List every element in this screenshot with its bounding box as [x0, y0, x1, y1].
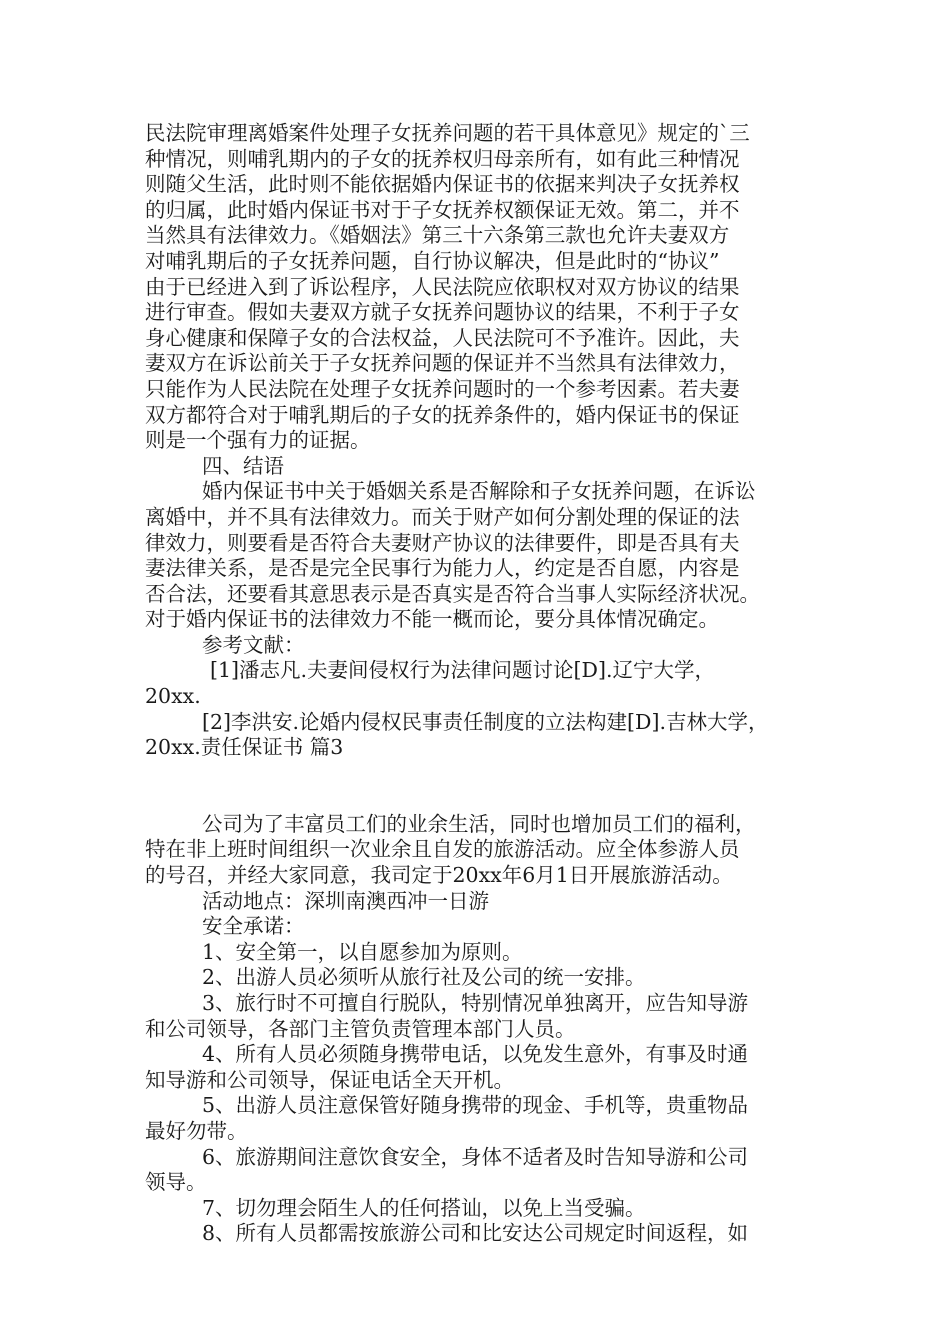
section-heading-conclusion: 四、结语 — [202, 453, 284, 478]
safety-heading: 安全承诺： — [202, 914, 305, 939]
paragraph-line: 则是一个强有力的证据。 — [145, 428, 371, 453]
paragraph-line: 民法院审理离婚案件处理子女抚养问题的若干具体意见》规定的`三 — [145, 121, 750, 145]
paragraph-line: 身心健康和保障子女的合法权益，人民法院可不予准许。因此，夫 — [145, 325, 740, 350]
paragraph-line: 离婚中，并不具有法律效力。而关于财产如何分割处理的保证的法 — [145, 504, 740, 529]
list-item: 5、出游人员注意保管好随身携带的现金、手机等，贵重物品 — [202, 1093, 749, 1118]
list-item: 8、所有人员都需按旅游公司和比安达公司规定时间返程，如 — [202, 1221, 749, 1246]
activity-location: 活动地点：深圳南澳西冲一日游 — [202, 888, 489, 913]
list-item-continued: 知导游和公司领导，保证电话全天开机。 — [145, 1067, 514, 1092]
list-item: 2、出游人员必须听从旅行社及公司的统一安排。 — [202, 965, 646, 990]
paragraph-line: 当然具有法律效力。《婚姻法》第三十六条第三款也允许夫妻双方 — [145, 223, 730, 248]
paragraph-line: 的归属，此时婚内保证书对于子女抚养权额保证无效。第二，并不 — [145, 197, 740, 222]
paragraph-line: 公司为了丰富员工们的业余生活，同时也增加员工们的福利， — [202, 811, 756, 836]
paragraph-line: 双方都符合对于哺乳期后的子女的抚养条件的，婚内保证书的保证 — [145, 402, 740, 427]
paragraph-line: 律效力，则要看是否符合夫妻财产协议的法律要件，即是否具有夫 — [145, 530, 740, 555]
paragraph-line: 对哺乳期后的子女抚养问题，自行协议解决，但是此时的“协议” — [145, 248, 720, 273]
reference-item-continued: 20xx.责任保证书 篇3 — [145, 735, 344, 760]
paragraph-line: 特在非上班时间组织一次业余且自发的旅游活动。应全体参游人员 — [145, 837, 740, 862]
section-spacer — [145, 761, 835, 812]
paragraph-line: 婚内保证书中关于婚姻关系是否解除和子女抚养问题，在诉讼 — [202, 479, 756, 504]
references-heading: 参考文献： — [202, 632, 305, 657]
list-item-continued: 和公司领导，各部门主管负责管理本部门人员。 — [145, 1016, 576, 1041]
list-item: 1、安全第一，以自愿参加为原则。 — [202, 939, 523, 964]
reference-item: [2]李洪安.论婚内侵权民事责任制度的立法构建[D].吉林大学， — [202, 709, 769, 734]
list-item: 3、旅行时不可擅自行脱队，特别情况单独离开，应告知导游 — [202, 991, 749, 1015]
paragraph-line: 种情况，则哺乳期内的子女的抚养权归母亲所有，如有此三种情况 — [145, 146, 740, 171]
list-item-continued: 最好勿带。 — [145, 1118, 248, 1143]
list-item: 7、切勿理会陌生人的任何搭讪，以免上当受骗。 — [202, 1195, 646, 1220]
paragraph-line: 妻双方在诉讼前关于子女抚养问题的保证并不当然具有法律效力， — [145, 351, 740, 376]
paragraph-line: 由于已经进入到了诉讼程序，人民法院应依职权对双方协议的结果 — [145, 274, 740, 299]
paragraph-line: 妻法律关系，是否是完全民事行为能力人，约定是否自愿，内容是 — [145, 556, 740, 581]
document-body — [145, 121, 835, 1247]
reference-item: [1]潘志凡.夫妻间侵权行为法律问题讨论[D].辽宁大学， — [210, 658, 716, 683]
paragraph-line: 进行审查。假如夫妻双方就子女抚养问题协议的结果，不利于子女 — [145, 300, 740, 325]
paragraph-line: 的号召，并经大家同意，我司定于20xx年6月1日开展旅游活动。 — [145, 863, 733, 888]
paragraph-line: 对于婚内保证书的法律效力不能一概而论，要分具体情况确定。 — [145, 607, 719, 632]
list-item-continued: 领导。 — [145, 1170, 207, 1195]
paragraph-line: 则随父生活，此时则不能依据婚内保证书的依据来判决子女抚养权 — [145, 172, 740, 197]
list-item: 6、旅游期间注意饮食安全，身体不适者及时告知导游和公司 — [202, 1144, 749, 1169]
paragraph-line: 否合法，还要看其意思表示是否真实是否符合当事人实际经济状况。 — [145, 581, 760, 606]
list-item: 4、所有人员必须随身携带电话，以免发生意外，有事及时通 — [202, 1042, 749, 1067]
reference-item-continued: 20xx. — [145, 684, 201, 709]
paragraph-line: 只能作为人民法院在处理子女抚养问题时的一个参考因素。若夫妻 — [145, 376, 740, 401]
